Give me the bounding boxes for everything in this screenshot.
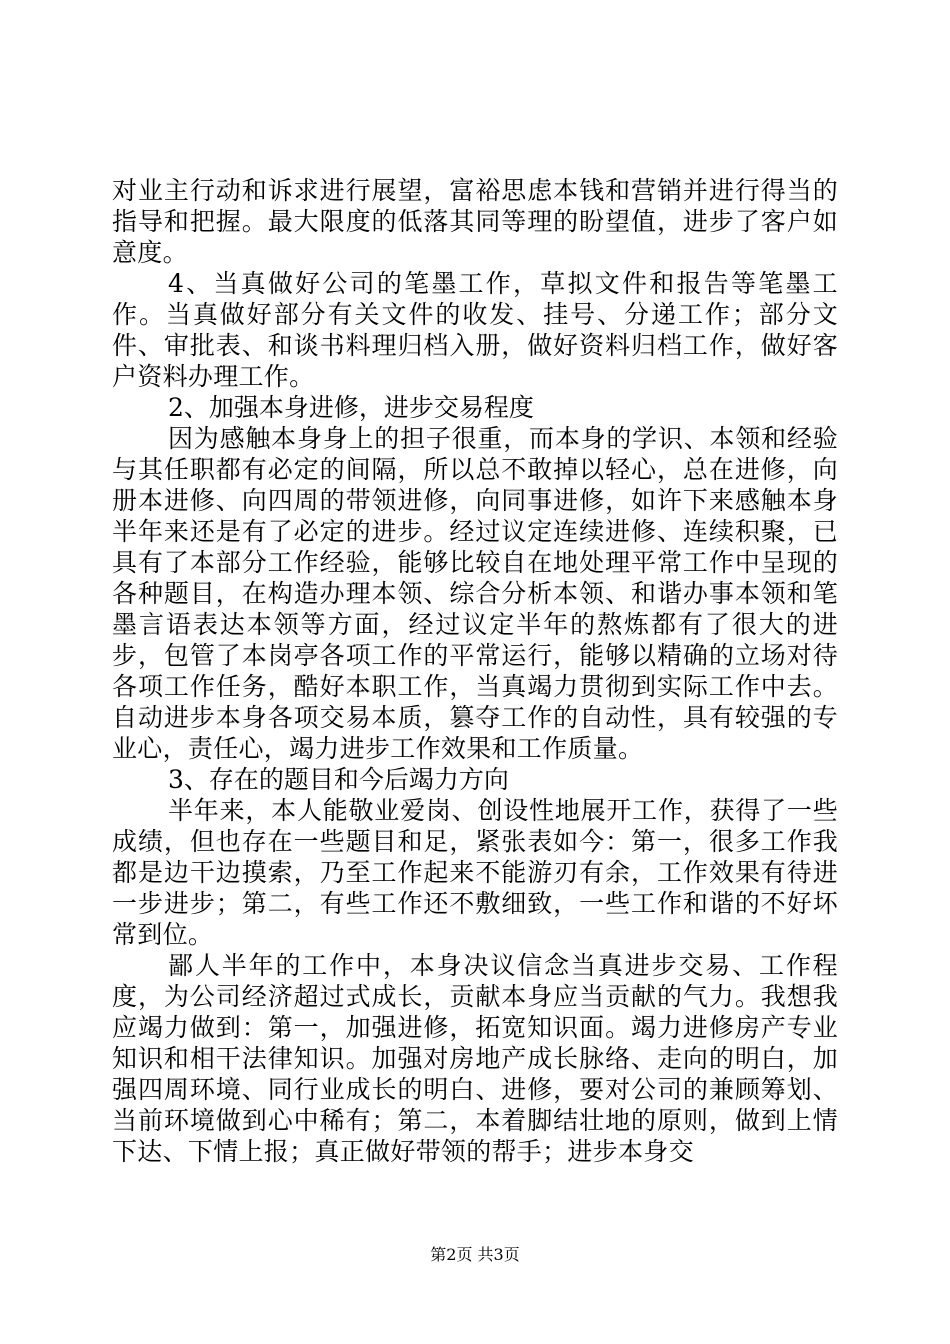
paragraph-1: 对业主行动和诉求进行展望，富裕思虑本钱和营销并进行得当的指导和把握。最大限度的低落其同等理的盼望值，进步了客户如意度。 <box>112 176 838 267</box>
section-heading-3: 3、存在的题目和今后竭力方向 <box>168 765 509 794</box>
document-body <box>112 175 838 1167</box>
paragraph-3: 因为感触本身身上的担子很重，而本身的学识、本领和经验与其任职都有必定的间隔，所以总不敢掉以轻心，总在进修，向册本进修、向四周的带领进修，向同事进修，如许下来感触本身半年来还是有了必定的进步。经过议定连续进修、连续积聚，已具有了本部分工作经验，能够比较自在地处理平常工作中呈现的各种题目，在构造办理本领、综合分析本领、和谐办事本领和笔墨言语表达本领等方面，经过议定半年的熬炼都有了很大的进步，包管了本岗亭各项工作的平常运行，能够以精确的立场对待各项工作任务，酷好本职工作，当真竭力贯彻到实际工作中去。自动进步本身各项交易本质，篡夺工作的自动性，具有较强的专业心，责任心，竭力进步工作效果和工作质量。 <box>112 424 838 763</box>
page-footer <box>0 1245 950 1265</box>
paragraph-2: 4、当真做好公司的笔墨工作，草拟文件和报告等笔墨工作。当真做好部分有关文件的收发、挂号、分递工作；部分文件、审批表、和谈书料理归档入册，做好资料归档工作，做好客户资料办理工作。 <box>112 269 838 391</box>
page-number: 第2页 共3页 <box>430 1245 520 1264</box>
paragraph-5: 鄙人半年的工作中，本身决议信念当真进步交易、工作程度，为公司经济超过式成长，贡献本身应当贡献的气力。我想我应竭力做到：第一，加强进修，拓宽知识面。竭力进修房产专业知识和相干法律知识。加强对房地产成长脉络、走向的明白，加强四周环境、同行业成长的明白、进修，要对公司的兼顾筹划、当前环境做到心中稀有；第二，本着脚结壮地的原则，做到上情下达、下情上报；真正做好带领的帮手；进步本身交 <box>112 951 838 1166</box>
paragraph-4: 半年来，本人能敬业爱岗、创设性地展开工作，获得了一些成绩，但也存在一些题目和足，紧张表如今：第一，很多工作我都是边干边摸索，乃至工作起来不能游刃有余，工作效果有待进一步进步；第二，有些工作还不敷细致，一些工作和谐的不好坏常到位。 <box>112 796 838 949</box>
section-heading-2: 2、加强本身进修，进步交易程度 <box>168 393 534 422</box>
